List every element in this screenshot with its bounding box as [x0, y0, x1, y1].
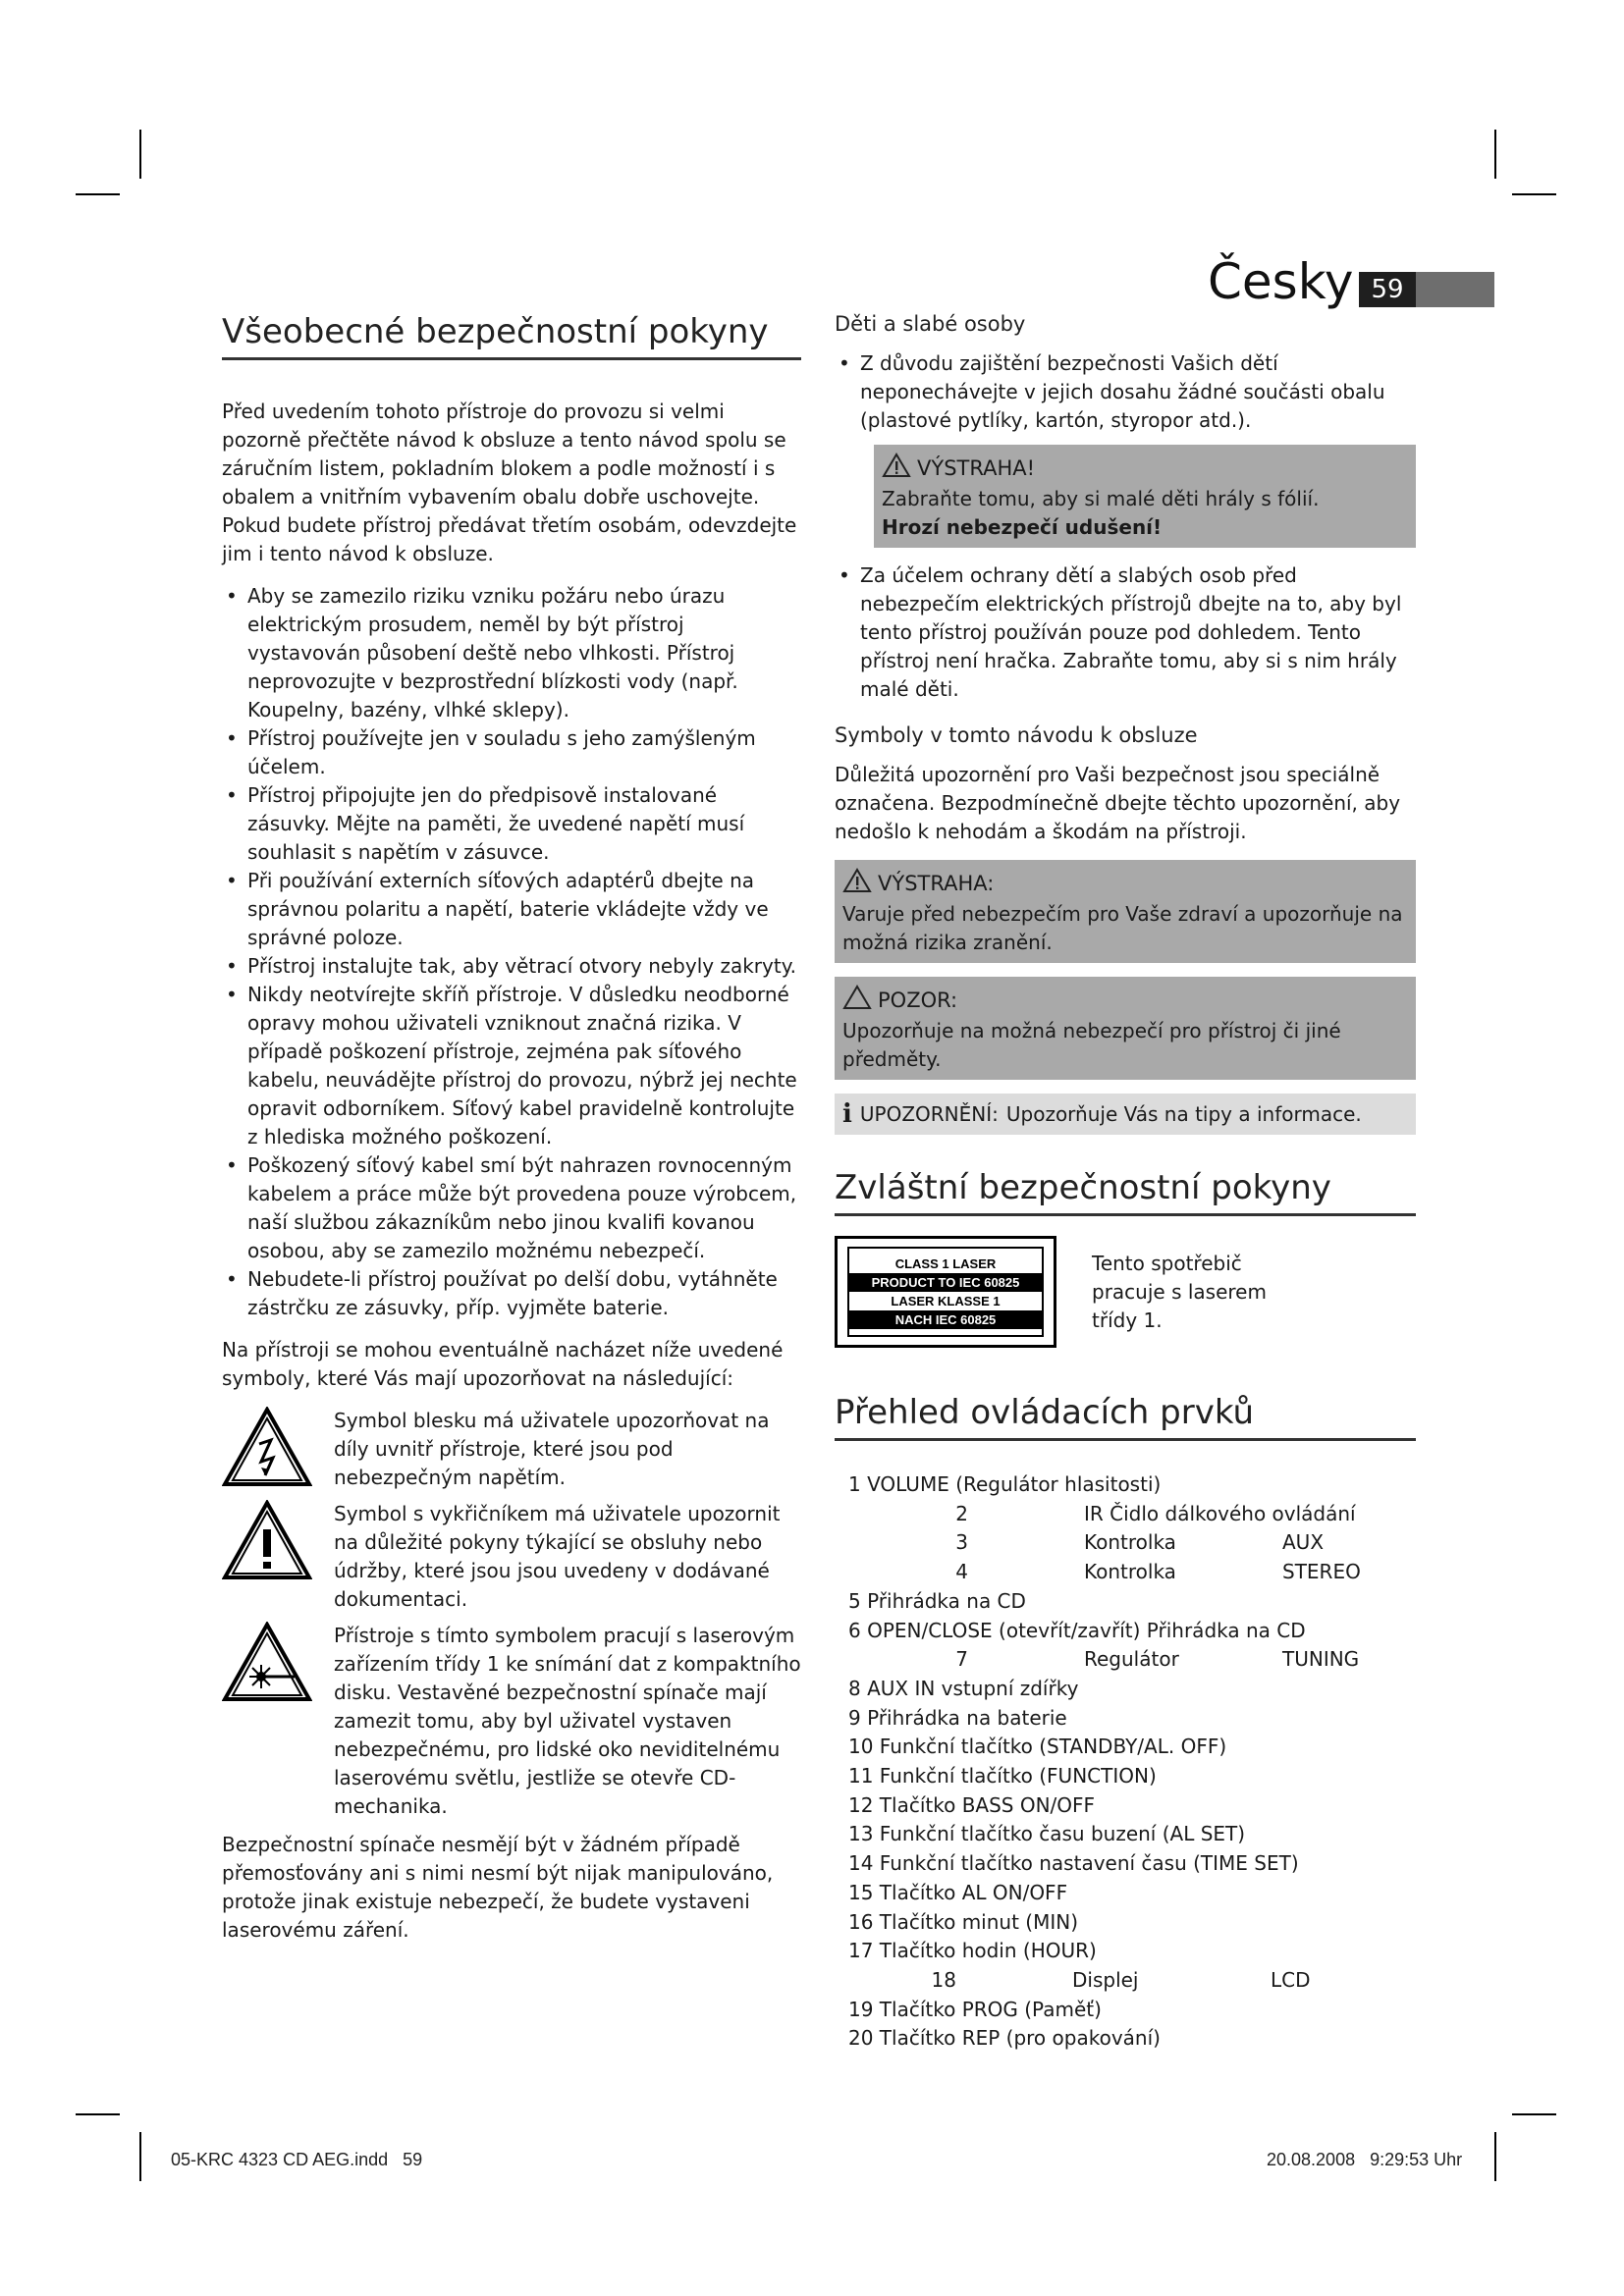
warning-title: VÝSTRAHA! — [917, 455, 1036, 480]
warning-text: Zabraňte tomu, aby si malé děti hrály s fólií. — [882, 487, 1320, 510]
list-item: • Nebudete-li přístroj používat po delší dobu, vytáhněte zástrčku ze zásuvky, příp. vyjměte baterie. — [222, 1265, 801, 1322]
list-item: 7 Regulátor TUNING — [955, 1647, 1360, 1672]
list-item: 9 Přihrádka na baterie — [848, 1705, 1067, 1730]
right-column — [835, 312, 1416, 2054]
crop-mark — [139, 130, 141, 179]
laser-label-line: LASER KLASSE 1 — [891, 1294, 1001, 1308]
laser-label-line: PRODUCT TO IEC 60825 — [849, 1273, 1042, 1292]
crop-mark — [139, 2132, 141, 2181]
symbols-paragraph: Důležitá upozornění pro Vaši bezpečnost jsou speciálně označena. Bezpodmínečně dbejte těchto upozornění, aby nedošlo k nehodám a škodám na přístroji. — [835, 763, 1401, 843]
laser-warning-icon — [222, 1622, 316, 1706]
list-item: 19 Tlačítko PROG (Paměť) — [848, 1997, 1102, 2021]
warning-box — [835, 860, 1416, 963]
intro-paragraph: Před uvedením tohoto přístroje do provozu si velmi pozorně přečtěte návod k obsluze a tento návod spolu se záručním listem, pokladním blokem a podle možností i s obalem a vnitřním vybavením obalu dobře uschovejte. Pokud budete přístroj předávat třetím osobám, odevzdejte jim i tento návod k obsluze. — [222, 400, 797, 565]
symbols-intro: Na přístroji se mohou eventuálně nacházet níže uvedené symboly, které Vás mají upozorňovat na následující: — [222, 1338, 784, 1390]
symbol-text: Symbol blesku má uživatele upozorňovat na díly uvnitř přístroje, které jsou pod nebezpečným napětím. — [334, 1409, 770, 1489]
list-item: • Za účelem ochrany dětí a slabých osob před nebezpečím elektrických přístrojů dbejte na to, aby byl tento přístroj používán pouze pod dohledem. Tento přístroj není hračka. Zabraňte tomu, aby si s nim hrály malé děti. — [835, 561, 1416, 704]
note-box — [835, 1094, 1416, 1135]
list-item: 2 IR Čidlo dálkového ovládání — [955, 1501, 1356, 1525]
list-item: 8 AUX IN vstupní zdířky — [848, 1676, 1079, 1700]
list-item: • Přístroj připojujte jen do předpisově instalované zásuvky. Mějte na paměti, že uvedené napětí musí souhlasit s napětím v zásuvce. — [222, 781, 801, 867]
warning-triangle-icon — [882, 453, 911, 483]
children-heading: Děti a slabé osoby — [835, 312, 1026, 336]
crop-mark — [1512, 193, 1556, 195]
laser-label-line: NACH IEC 60825 — [849, 1310, 1042, 1329]
special-safety-heading: Zvláštní bezpečnostní pokyny — [835, 1168, 1416, 1216]
laser-label-line: CLASS 1 LASER — [894, 1256, 997, 1271]
list-item: • Při používání externích síťových adaptérů dbejte na správnou polaritu a napětí, baterie vkládejte vždy ve správné poloze. — [222, 867, 801, 952]
list-item: • Přístroj instalujte tak, aby větrací otvory nebyly zakryty. — [222, 952, 801, 981]
list-item: 6 OPEN/CLOSE (otevřít/zavřít) Přihrádka na CD — [848, 1618, 1306, 1642]
warning-title: VÝSTRAHA: — [878, 871, 995, 895]
symbols-heading: Symboly v tomto návodu k obsluze — [835, 723, 1198, 747]
list-item: 20 Tlačítko REP (pro opakování) — [848, 2026, 1161, 2051]
crop-mark — [1494, 130, 1496, 179]
left-column — [222, 312, 801, 1958]
lightning-warning-icon — [222, 1407, 316, 1491]
crop-mark — [1494, 2132, 1496, 2181]
list-item: 4 Kontrolka STEREO — [955, 1560, 1361, 1584]
caution-title: POZOR: — [878, 988, 958, 1012]
list-item: 15 Tlačítko AL ON/OFF — [848, 1880, 1068, 1904]
list-item: 3 Kontrolka AUX — [955, 1530, 1325, 1555]
symbol-text: Symbol s vykřičníkem má uživatele upozornit na důležité pokyny týkající se obsluhy nebo údržby, které jsou jsou uvedeny v dodávané dokumentaci. — [334, 1502, 781, 1611]
warning-text-bold: Hrozí nebezpečí udušení! — [882, 515, 1163, 539]
crop-mark — [76, 193, 120, 195]
list-item: 16 Tlačítko minut (MIN) — [848, 1909, 1079, 1934]
list-item: 17 Tlačítko hodin (HOUR) — [848, 1939, 1097, 1963]
exclamation-warning-icon — [222, 1500, 316, 1584]
list-item: 1 VOLUME (Regulátor hlasitosti) — [848, 1472, 1162, 1496]
laser-class-label — [835, 1236, 1056, 1348]
closing-paragraph: Bezpečnostní spínače nesmějí být v žádném případě přemosťovány ani s nimi nesmí být nijak manipulováno, protože jinak existuje nebezpečí, že budete vystaveni laserovému záření. — [222, 1833, 774, 1942]
list-item: • Poškozený síťový kabel smí být nahrazen rovnocenným kabelem a práce může být provedena pouze výrobcem, naší službou zákazníkům nebo jinou kvalifi kovanou osobou, aby se zamezilo možnému nebezpečí. — [222, 1151, 801, 1265]
symbol-row — [222, 1622, 801, 1821]
warning-triangle-icon — [842, 868, 872, 898]
page-number-bar — [1416, 272, 1494, 307]
laser-text: Tento spotřebič pracuje s laserem třídy 1. — [1092, 1251, 1267, 1332]
list-item: 12 Tlačítko BASS ON/OFF — [848, 1792, 1096, 1817]
children-bullet-list — [835, 349, 1416, 435]
list-item: 11 Funkční tlačítko (FUNCTION) — [848, 1764, 1157, 1789]
warning-text: Varuje před nebezpečím pro Vaše zdraví a upozorňuje na možná rizika zranění. — [842, 902, 1403, 954]
crop-mark — [76, 2113, 120, 2115]
controls-heading: Přehled ovládacích prvků — [835, 1393, 1416, 1441]
symbol-row — [222, 1407, 801, 1492]
page-number: 59 — [1359, 272, 1416, 307]
list-item: 10 Funkční tlačítko (STANDBY/AL. OFF) — [848, 1735, 1227, 1759]
list-item: 18 Displej LCD — [931, 1967, 1311, 1992]
general-safety-heading: Všeobecné bezpečnostní pokyny — [222, 312, 801, 360]
list-item: • Aby se zamezilo riziku vzniku požáru nebo úrazu elektrickým prosudem, neměl by být přístroj vystavován působení deště nebo vlhkosti. Přístroj neprovozujte v bezprostřední blízkosti vody (např. Koupelny, bazény, vlhké sklepy). — [222, 582, 801, 724]
list-item: 13 Funkční tlačítko času buzení (AL SET) — [848, 1822, 1246, 1846]
symbol-text: Přístroje s tímto symbolem pracují s laserovým zařízením třídy 1 ke snímání dat z kompaktního disku. Vestavěné bezpečnostní spínače mají zamezit tomu, aby byl uživatel vystaven nebezpečnému, pro lidské oko neviditelnému laserovému světlu, jestliže se otevře CD-mechanika. — [334, 1624, 801, 1818]
crop-mark — [1512, 2113, 1556, 2115]
list-item: • Nikdy neotvírejte skříň přístroje. V důsledku neodborné opravy mohou uživateli vzniknout značná rizika. V případě poškození přístroje, zejména pak síťového kabelu, neuvádějte přístroj do provozu, nýbrž jej nechte opravit odborníkem. Síťový kabel pravidelně kontrolujte z hlediska možného poškození. — [222, 981, 801, 1151]
symbol-row — [222, 1500, 801, 1614]
controls-list — [835, 1470, 1416, 2054]
children-bullet-list — [835, 561, 1416, 704]
caution-text: Upozorňuje na možná nebezpečí pro přístroj či jiné předměty. — [842, 1019, 1341, 1071]
info-icon: i — [842, 1099, 852, 1129]
language-title: Česky — [1208, 253, 1354, 310]
footer-timestamp: 20.08.2008 9:29:53 Uhr — [1267, 2150, 1463, 2169]
safety-bullet-list — [222, 582, 801, 1322]
warning-box — [874, 445, 1416, 548]
laser-section — [835, 1236, 1416, 1348]
list-item: 5 Přihrádka na CD — [848, 1588, 1026, 1613]
footer-file: 05-KRC 4323 CD AEG.indd 59 — [171, 2150, 423, 2169]
list-item: 14 Funkční tlačítko nastavení času (TIME SET) — [848, 1851, 1299, 1876]
note-title: UPOZORNĚNÍ: — [859, 1102, 999, 1126]
list-item: • Přístroj používejte jen v souladu s jeho zamýšleným účelem. — [222, 724, 801, 781]
caution-box — [835, 977, 1416, 1080]
caution-triangle-icon — [842, 985, 872, 1015]
list-item: • Z důvodu zajištění bezpečnosti Vašich dětí neponechávejte v jejich dosahu žádné součásti obalu (plastové pytlíky, kartón, styropor atd.). — [835, 349, 1416, 435]
note-text: Upozorňuje Vás na tipy a informace. — [1005, 1102, 1362, 1126]
